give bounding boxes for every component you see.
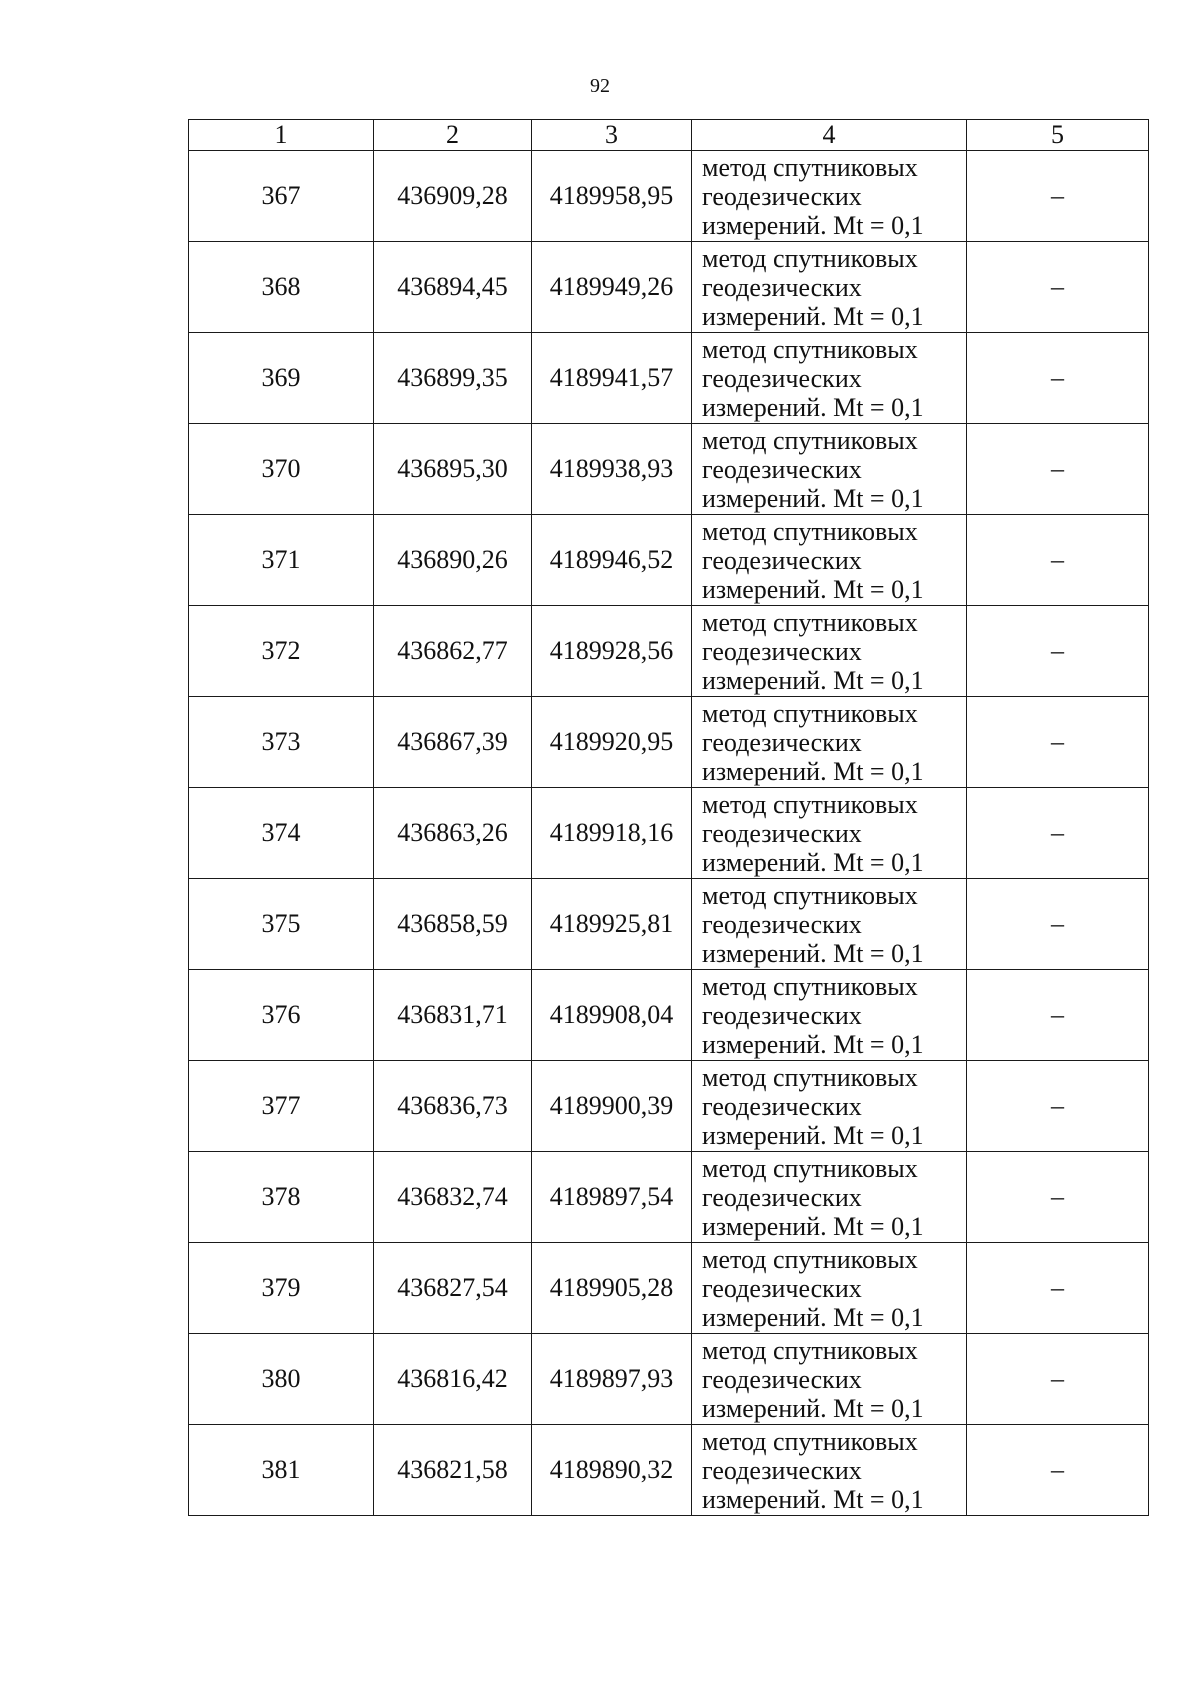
note-cell: – [967,1152,1149,1243]
method-text-line: геодезических [702,909,862,939]
table-row [189,1061,1149,1152]
coordinate-x-cell: 436821,58 [374,1425,532,1516]
method-text-line: метод спутниковых [702,243,918,273]
method-text-line: геодезических [702,1182,862,1212]
point-number-cell: 379 [189,1243,374,1334]
coordinate-x-cell: 436827,54 [374,1243,532,1334]
point-number-cell: 367 [189,151,374,242]
method-text-line: геодезических [702,363,862,393]
table-row [189,970,1149,1061]
method-text-line: геодезических [702,636,862,666]
point-number-cell: 369 [189,333,374,424]
method-text-line: измерений. Mt = 0,1 [702,1484,924,1514]
table-body [189,151,1149,1516]
note-cell: – [967,1334,1149,1425]
note-cell: – [967,606,1149,697]
method-cell [692,970,967,1061]
method-cell [692,606,967,697]
note-cell: – [967,1061,1149,1152]
table-row [189,1152,1149,1243]
header-cell-1: 1 [189,120,374,151]
table-row [189,879,1149,970]
method-cell [692,242,967,333]
note-cell: – [967,970,1149,1061]
coordinate-x-cell: 436831,71 [374,970,532,1061]
method-text-line: геодезических [702,818,862,848]
coordinate-y-cell: 4189908,04 [532,970,692,1061]
note-cell: – [967,1425,1149,1516]
method-cell [692,1152,967,1243]
coordinate-y-cell: 4189938,93 [532,424,692,515]
coordinate-x-cell: 436836,73 [374,1061,532,1152]
method-cell [692,333,967,424]
coordinate-y-cell: 4189890,32 [532,1425,692,1516]
method-text-line: измерений. Mt = 0,1 [702,938,924,968]
point-number-cell: 378 [189,1152,374,1243]
method-cell [692,1425,967,1516]
method-text-line: метод спутниковых [702,425,918,455]
method-text-line: измерений. Mt = 0,1 [702,756,924,786]
point-number-cell: 370 [189,424,374,515]
method-text-line: метод спутниковых [702,334,918,364]
method-text-line: метод спутниковых [702,789,918,819]
point-number-cell: 371 [189,515,374,606]
method-text-line: метод спутниковых [702,152,918,182]
coordinate-x-cell: 436863,26 [374,788,532,879]
coordinate-x-cell: 436909,28 [374,151,532,242]
header-cell-5: 5 [967,120,1149,151]
method-text-line: метод спутниковых [702,516,918,546]
coordinate-y-cell: 4189946,52 [532,515,692,606]
coordinate-x-cell: 436862,77 [374,606,532,697]
method-text-line: геодезических [702,272,862,302]
method-cell [692,788,967,879]
note-cell: – [967,879,1149,970]
point-number-cell: 375 [189,879,374,970]
coordinate-y-cell: 4189897,93 [532,1334,692,1425]
coordinate-y-cell: 4189925,81 [532,879,692,970]
method-text-line: измерений. Mt = 0,1 [702,483,924,513]
method-text-line: метод спутниковых [702,1426,918,1456]
note-cell: – [967,242,1149,333]
coordinate-x-cell: 436895,30 [374,424,532,515]
coordinate-y-cell: 4189958,95 [532,151,692,242]
coordinate-y-cell: 4189928,56 [532,606,692,697]
note-cell: – [967,424,1149,515]
method-text-line: измерений. Mt = 0,1 [702,1211,924,1241]
point-number-cell: 374 [189,788,374,879]
note-cell: – [967,1243,1149,1334]
coordinate-x-cell: 436894,45 [374,242,532,333]
method-text-line: геодезических [702,454,862,484]
coordinate-y-cell: 4189905,28 [532,1243,692,1334]
coordinate-x-cell: 436867,39 [374,697,532,788]
method-cell [692,424,967,515]
note-cell: – [967,151,1149,242]
page-number: 92 [590,75,610,97]
method-text-line: измерений. Mt = 0,1 [702,301,924,331]
method-text-line: измерений. Mt = 0,1 [702,665,924,695]
point-number-cell: 368 [189,242,374,333]
method-text-line: измерений. Mt = 0,1 [702,210,924,240]
method-text-line: геодезических [702,545,862,575]
table-row [189,1334,1149,1425]
header-row [189,120,1149,151]
point-number-cell: 380 [189,1334,374,1425]
method-text-line: метод спутниковых [702,607,918,637]
header-cell-4: 4 [692,120,967,151]
coordinate-y-cell: 4189900,39 [532,1061,692,1152]
table-row [189,606,1149,697]
note-cell: – [967,697,1149,788]
coordinate-y-cell: 4189918,16 [532,788,692,879]
table-row [189,788,1149,879]
table-row [189,151,1149,242]
method-cell [692,1243,967,1334]
method-cell [692,1061,967,1152]
method-text-line: геодезических [702,1273,862,1303]
method-text-line: метод спутниковых [702,1153,918,1183]
note-cell: – [967,788,1149,879]
coordinate-x-cell: 436899,35 [374,333,532,424]
point-number-cell: 372 [189,606,374,697]
header-cell-2: 2 [374,120,532,151]
method-text-line: метод спутниковых [702,1335,918,1365]
table-row [189,424,1149,515]
method-text-line: измерений. Mt = 0,1 [702,1302,924,1332]
method-text-line: метод спутниковых [702,698,918,728]
method-cell [692,697,967,788]
method-cell [692,1334,967,1425]
coordinate-x-cell: 436816,42 [374,1334,532,1425]
point-number-cell: 373 [189,697,374,788]
note-cell: – [967,515,1149,606]
method-cell [692,515,967,606]
method-text-line: геодезических [702,1091,862,1121]
coordinate-y-cell: 4189897,54 [532,1152,692,1243]
method-text-line: измерений. Mt = 0,1 [702,574,924,604]
coordinate-y-cell: 4189941,57 [532,333,692,424]
coordinate-x-cell: 436858,59 [374,879,532,970]
note-cell: – [967,333,1149,424]
point-number-cell: 377 [189,1061,374,1152]
method-text-line: измерений. Mt = 0,1 [702,392,924,422]
method-text-line: геодезических [702,181,862,211]
method-text-line: метод спутниковых [702,1244,918,1274]
method-cell [692,151,967,242]
point-number-cell: 381 [189,1425,374,1516]
method-text-line: метод спутниковых [702,880,918,910]
coordinate-x-cell: 436832,74 [374,1152,532,1243]
method-text-line: метод спутниковых [702,1062,918,1092]
table-row [189,515,1149,606]
table-row [189,697,1149,788]
method-cell [692,879,967,970]
header-cell-3: 3 [532,120,692,151]
method-text-line: измерений. Mt = 0,1 [702,1029,924,1059]
coordinate-x-cell: 436890,26 [374,515,532,606]
table-row [189,1243,1149,1334]
coordinate-y-cell: 4189949,26 [532,242,692,333]
method-text-line: геодезических [702,1000,862,1030]
table-header [189,120,1149,151]
table-row [189,242,1149,333]
method-text-line: метод спутниковых [702,971,918,1001]
method-text-line: геодезических [702,1455,862,1485]
method-text-line: измерений. Mt = 0,1 [702,1120,924,1150]
method-text-line: измерений. Mt = 0,1 [702,1393,924,1423]
method-text-line: измерений. Mt = 0,1 [702,847,924,877]
method-text-line: геодезических [702,1364,862,1394]
coordinate-y-cell: 4189920,95 [532,697,692,788]
method-text-line: геодезических [702,727,862,757]
table-row [189,333,1149,424]
table-row [189,1425,1149,1516]
coordinates-table [188,119,1149,1516]
point-number-cell: 376 [189,970,374,1061]
